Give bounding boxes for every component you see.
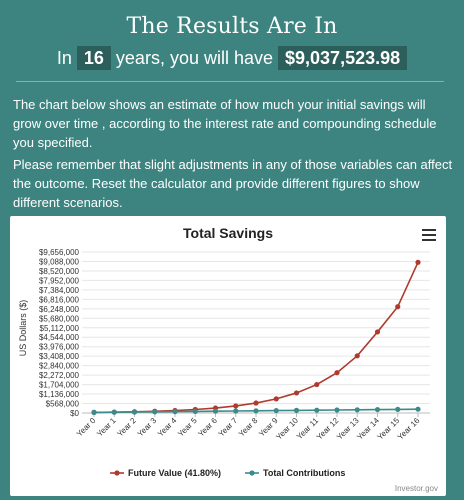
data-point [253,408,258,413]
data-point [334,407,339,412]
data-point [375,329,380,334]
x-tick-label: Year 14 [355,416,381,442]
y-tick-label: $3,976,000 [38,342,79,352]
y-tick-label: $9,656,000 [38,248,79,257]
data-point [233,408,238,413]
data-point [375,407,380,412]
y-tick-label: $3,408,000 [38,352,79,362]
data-point [314,408,319,413]
x-tick-label: Year 8 [236,416,260,439]
data-point [334,370,339,375]
data-point [415,260,420,265]
chart-credit[interactable]: Investor.gov [394,484,438,493]
result-prefix: In [56,48,72,68]
chart-description: The chart below shows an estimate of how much your initial savings will grow over time , according to the interest rate and compounding schedule you specified. [13,97,437,150]
data-point [355,353,360,358]
y-tick-label: $1,704,000 [38,380,79,390]
y-tick-label: $0 [70,409,79,418]
x-tick-label: Year 13 [334,416,361,442]
y-tick-label: $568,000 [45,399,79,409]
data-point [253,400,258,405]
x-tick-label: Year 12 [314,416,341,442]
disclaimer-text: Please remember that slight adjustments in any of those variables can affect the outcome. Reset the calculator and provide different figures to show different scenarios. [13,157,453,210]
y-tick-label: $1,136,000 [38,390,79,400]
y-tick-label: $5,680,000 [38,314,79,324]
y-tick-label: $4,544,000 [38,333,79,343]
amount-value: $9,037,523.98 [278,46,407,70]
y-tick-label: $6,816,000 [38,295,79,305]
y-tick-label: $7,384,000 [38,285,79,295]
data-point [152,409,157,414]
x-tick-label: Year 15 [375,416,402,442]
x-tick-label: Year 7 [216,416,240,439]
legend-swatch-marker [249,470,254,475]
data-point [91,410,96,415]
data-point [213,409,218,414]
chart-legend [110,468,345,478]
years-value: 16 [77,46,111,70]
x-tick-label: Year 3 [135,416,159,439]
data-point [193,409,198,414]
result-middle: years, you will have [115,48,273,68]
data-point [274,396,279,401]
x-tick-label: Year 2 [115,416,138,439]
data-point [395,407,400,412]
y-tick-label: $8,520,000 [38,266,79,276]
chart-title: Total Savings [183,225,273,241]
data-point [294,390,299,395]
legend-item-label[interactable]: Future Value (41.80%) [128,468,222,478]
x-tick-label: Year 10 [274,416,300,442]
data-point [314,382,319,387]
chart-svg [10,216,446,496]
total-savings-chart [10,216,446,496]
result-summary [0,46,464,70]
data-point [415,407,420,412]
data-point [132,409,137,414]
data-point [112,410,117,415]
legend-item-label[interactable]: Total Contributions [263,468,346,478]
data-point [274,408,279,413]
y-tick-label: $6,248,000 [38,304,79,314]
y-tick-label: $5,112,000 [39,323,79,333]
data-point [294,408,299,413]
data-point [172,409,177,414]
y-tick-label: $9,088,000 [38,257,79,267]
legend-swatch-marker [114,470,119,475]
results-title: The Results Are In [126,14,338,39]
data-point [355,407,360,412]
data-point [233,403,238,408]
x-tick-label: Year 4 [155,416,179,439]
x-tick-label: Year 5 [176,416,199,439]
x-tick-label: Year 11 [294,416,321,442]
x-tick-label: Year 9 [257,416,280,439]
y-tick-label: $7,952,000 [38,276,79,286]
y-tick-label: $2,272,000 [38,371,79,381]
x-tick-label: Year 1 [95,416,118,439]
hamburger-menu-icon[interactable] [422,229,436,241]
divider [16,81,444,82]
x-tick-label: Year 16 [395,416,422,442]
x-tick-label: Year 0 [74,416,98,439]
x-tick-label: Year 6 [196,416,219,439]
data-point [395,304,400,309]
y-axis-label: US Dollars ($) [18,299,28,357]
y-tick-label: $2,840,000 [38,361,79,371]
